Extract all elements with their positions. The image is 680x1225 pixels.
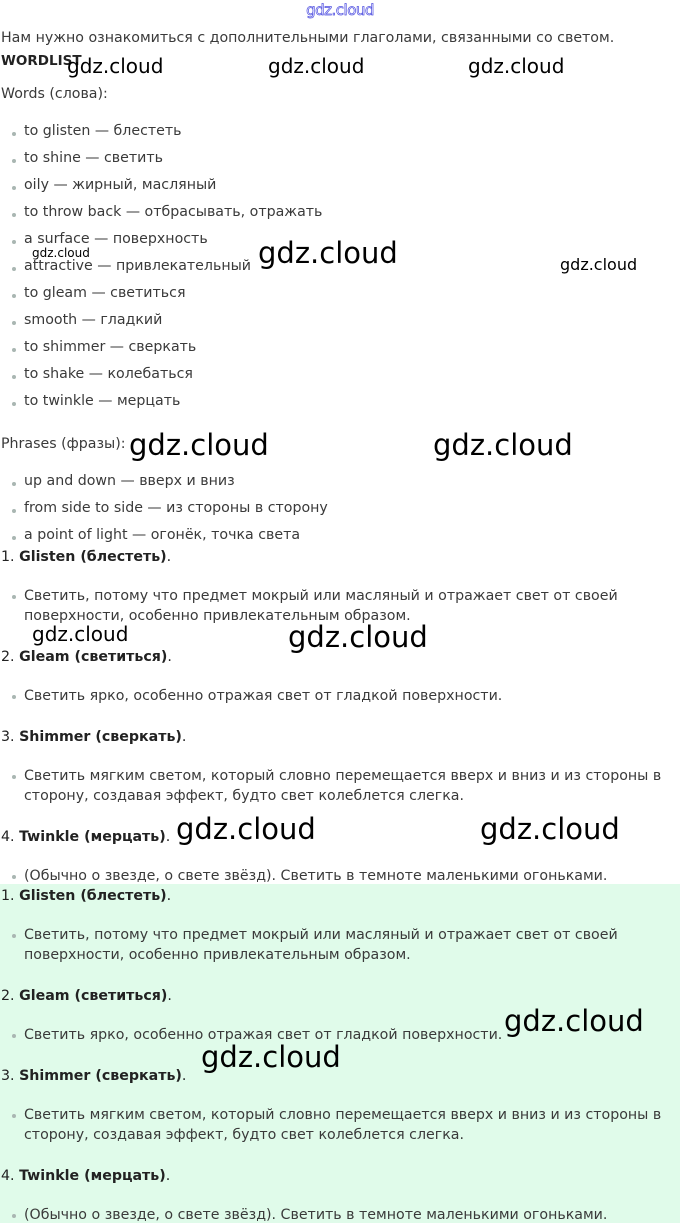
answer-text: Светить ярко, особенно отражая свет от гладкой поверхности.: [13, 1025, 665, 1045]
word-item: to gleam — светиться: [13, 285, 186, 301]
wordlist-heading: WORDLIST: [1, 53, 82, 69]
word-item: to shine — светить: [13, 150, 163, 166]
definition-text: (Обычно о звезде, о свете звёзд). Светить в темноте маленькими огоньками.: [13, 866, 665, 886]
watermark: gdz.cloud: [433, 428, 573, 462]
word-item: to shake — колебаться: [13, 366, 193, 382]
watermark: gdz.cloud: [201, 1040, 341, 1074]
watermark: gdz.cloud: [504, 1004, 644, 1038]
phrase-item: a point of light — огонёк, точка света: [13, 527, 300, 543]
word-item: attractive — привлекательный: [13, 258, 251, 274]
answer-title: 4. Twinkle (мерцать).: [1, 1168, 171, 1184]
watermark: gdz.cloud: [67, 54, 164, 78]
definition-title: 3. Shimmer (сверкать).: [1, 729, 187, 745]
watermark: gdz.cloud: [258, 236, 398, 270]
words-label: Words (слова):: [1, 86, 108, 102]
word-item: to throw back — отбрасывать, отражать: [13, 204, 322, 220]
definition-text: Светить мягким светом, который словно перемещается вверх и вниз и из стороны в сторону, создавая эффект, будто свет колеблется слегка.: [13, 766, 665, 806]
definition-text: Светить, потому что предмет мокрый или масляный и отражает свет от своей поверхности, особенно привлекательным образом.: [13, 586, 665, 626]
phrases-label: Phrases (фразы):: [1, 436, 126, 452]
watermark: gdz.cloud: [288, 620, 428, 654]
word-item: to twinkle — мерцать: [13, 393, 180, 409]
word-item: smooth — гладкий: [13, 312, 162, 328]
word-item: to shimmer — сверкать: [13, 339, 196, 355]
definition-title: 4. Twinkle (мерцать).: [1, 829, 171, 845]
watermark: gdz.cloud: [268, 54, 365, 78]
watermark: gdz.cloud: [32, 622, 129, 646]
answer-text: Светить мягким светом, который словно перемещается вверх и вниз и из стороны в сторону, создавая эффект, будто свет колеблется слегка.: [13, 1105, 665, 1145]
phrase-item: from side to side — из стороны в сторону: [13, 500, 328, 516]
watermark: gdz.cloud: [176, 812, 316, 846]
header-watermark: gdz.cloud: [306, 1, 374, 19]
definition-title: 1. Glisten (блестеть).: [1, 549, 172, 565]
definition-title: 2. Gleam (светиться).: [1, 649, 172, 665]
watermark: gdz.cloud: [480, 812, 620, 846]
answer-title: 3. Shimmer (сверкать).: [1, 1068, 187, 1084]
phrase-item: up and down — вверх и вниз: [13, 473, 235, 489]
answer-title: 2. Gleam (светиться).: [1, 988, 172, 1004]
definition-text: Светить ярко, особенно отражая свет от гладкой поверхности.: [13, 686, 665, 706]
watermark: gdz.cloud: [32, 246, 90, 260]
word-item: to glisten — блестеть: [13, 123, 182, 139]
answer-text: Светить, потому что предмет мокрый или масляный и отражает свет от своей поверхности, особенно привлекательным образом.: [13, 925, 665, 965]
answer-title: 1. Glisten (блестеть).: [1, 888, 172, 904]
word-item: oily — жирный, масляный: [13, 177, 216, 193]
word-item: a surface — поверхность: [13, 231, 208, 247]
watermark: gdz.cloud: [560, 255, 638, 274]
watermark: gdz.cloud: [129, 428, 269, 462]
intro-text: Нам нужно ознакомиться с дополнительными глаголами, связанными со светом.: [1, 30, 615, 46]
answer-text: (Обычно о звезде, о свете звёзд). Светить в темноте маленькими огоньками.: [13, 1205, 665, 1225]
watermark: gdz.cloud: [468, 54, 565, 78]
